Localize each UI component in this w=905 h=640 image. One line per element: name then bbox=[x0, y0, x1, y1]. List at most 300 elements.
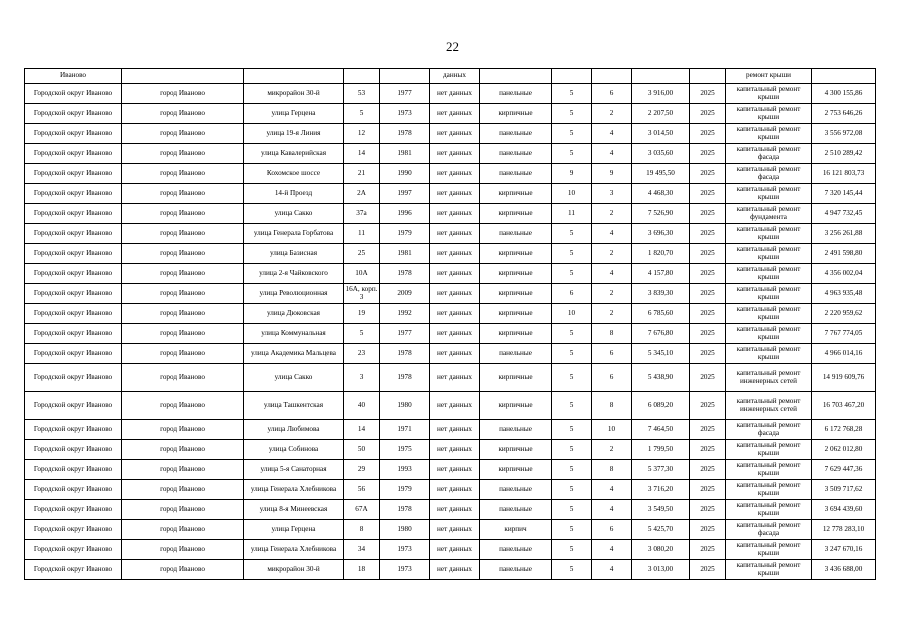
area-cell: 3 716,20 bbox=[632, 480, 690, 500]
entrances-cell: 4 bbox=[592, 540, 632, 560]
settlement-cell: город Иваново bbox=[122, 164, 244, 184]
entrances-cell: 6 bbox=[592, 364, 632, 392]
plan-year-cell: 2025 bbox=[690, 284, 726, 304]
house-number-cell: 25 bbox=[344, 244, 380, 264]
area-cell: 7 676,80 bbox=[632, 324, 690, 344]
wall-material-cell: кирпичные bbox=[480, 440, 552, 460]
table-row bbox=[25, 392, 876, 420]
settlement-cell: город Иваново bbox=[122, 560, 244, 580]
entrances-cell: 2 bbox=[592, 104, 632, 124]
street-cell: улица 2-я Чайковского bbox=[244, 264, 344, 284]
last-repair-year-cell: нет данных bbox=[430, 244, 480, 264]
wall-material-cell: кирпичные bbox=[480, 284, 552, 304]
last-repair-year-cell: нет данных bbox=[430, 420, 480, 440]
house-number-cell: 19 bbox=[344, 304, 380, 324]
municipality-cell: Городской округ Иваново bbox=[25, 324, 122, 344]
house-number-cell bbox=[344, 69, 380, 84]
last-repair-year-cell: нет данных bbox=[430, 164, 480, 184]
cost-cell: 3 247 670,16 bbox=[812, 540, 876, 560]
wall-material-cell: панельные bbox=[480, 144, 552, 164]
wall-material-cell: панельные bbox=[480, 84, 552, 104]
work-type-cell: капитальный ремонт крыши bbox=[726, 104, 812, 124]
street-cell: улица Кавалерийская bbox=[244, 144, 344, 164]
last-repair-year-cell: нет данных bbox=[430, 224, 480, 244]
cost-cell: 4 300 155,86 bbox=[812, 84, 876, 104]
area-cell: 3 013,00 bbox=[632, 560, 690, 580]
cost-cell bbox=[812, 69, 876, 84]
entrances-cell: 4 bbox=[592, 124, 632, 144]
municipality-cell: Городской округ Иваново bbox=[25, 284, 122, 304]
last-repair-year-cell: нет данных bbox=[430, 284, 480, 304]
work-type-cell: капитальный ремонт крыши bbox=[726, 500, 812, 520]
street-cell: улица Генерала Хлебникова bbox=[244, 480, 344, 500]
municipality-cell: Городской округ Иваново bbox=[25, 500, 122, 520]
street-cell: улица 8-я Минеевская bbox=[244, 500, 344, 520]
plan-year-cell: 2025 bbox=[690, 440, 726, 460]
area-cell: 6 089,20 bbox=[632, 392, 690, 420]
table-row bbox=[25, 324, 876, 344]
floors-cell: 5 bbox=[552, 84, 592, 104]
street-cell: улица Революционная bbox=[244, 284, 344, 304]
table-row bbox=[25, 540, 876, 560]
floors-cell: 5 bbox=[552, 520, 592, 540]
cost-cell: 7 629 447,36 bbox=[812, 460, 876, 480]
street-cell bbox=[244, 69, 344, 84]
house-number-cell: 3 bbox=[344, 364, 380, 392]
house-number-cell: 8 bbox=[344, 520, 380, 540]
street-cell: улица Герцена bbox=[244, 104, 344, 124]
floors-cell: 5 bbox=[552, 460, 592, 480]
house-number-cell: 16А, корп. 3 bbox=[344, 284, 380, 304]
wall-material-cell: кирпич bbox=[480, 520, 552, 540]
area-cell: 7 526,90 bbox=[632, 204, 690, 224]
plan-year-cell: 2025 bbox=[690, 480, 726, 500]
entrances-cell: 4 bbox=[592, 144, 632, 164]
wall-material-cell: кирпичные bbox=[480, 324, 552, 344]
build-year-cell: 1993 bbox=[380, 460, 430, 480]
last-repair-year-cell: нет данных bbox=[430, 344, 480, 364]
cost-cell: 3 509 717,62 bbox=[812, 480, 876, 500]
last-repair-year-cell: нет данных bbox=[430, 520, 480, 540]
work-type-cell: капитальный ремонт фасада bbox=[726, 420, 812, 440]
floors-cell: 5 bbox=[552, 124, 592, 144]
table-row bbox=[25, 144, 876, 164]
municipality-cell: Городской округ Иваново bbox=[25, 244, 122, 264]
plan-year-cell bbox=[690, 69, 726, 84]
street-cell: улица Дюковская bbox=[244, 304, 344, 324]
area-cell: 3 014,50 bbox=[632, 124, 690, 144]
entrances-cell: 2 bbox=[592, 204, 632, 224]
floors-cell: 5 bbox=[552, 104, 592, 124]
street-cell: улица Базисная bbox=[244, 244, 344, 264]
area-cell bbox=[632, 69, 690, 84]
street-cell: улица 5-я Санаторная bbox=[244, 460, 344, 480]
area-cell: 2 207,50 bbox=[632, 104, 690, 124]
area-cell: 4 157,80 bbox=[632, 264, 690, 284]
wall-material-cell: кирпичные bbox=[480, 104, 552, 124]
cost-cell: 3 256 261,88 bbox=[812, 224, 876, 244]
street-cell: микрорайон 30-й bbox=[244, 560, 344, 580]
street-cell: микрорайон 30-й bbox=[244, 84, 344, 104]
settlement-cell: город Иваново bbox=[122, 392, 244, 420]
plan-year-cell: 2025 bbox=[690, 364, 726, 392]
settlement-cell: город Иваново bbox=[122, 84, 244, 104]
work-type-cell: капитальный ремонт крыши bbox=[726, 540, 812, 560]
floors-cell: 5 bbox=[552, 480, 592, 500]
settlement-cell: город Иваново bbox=[122, 364, 244, 392]
plan-year-cell: 2025 bbox=[690, 560, 726, 580]
municipality-cell: Городской округ Иваново bbox=[25, 204, 122, 224]
municipality-cell: Городской округ Иваново bbox=[25, 364, 122, 392]
work-type-cell: капитальный ремонт крыши bbox=[726, 304, 812, 324]
street-cell: улица Генерала Хлебникова bbox=[244, 540, 344, 560]
last-repair-year-cell: нет данных bbox=[430, 540, 480, 560]
build-year-cell: 1971 bbox=[380, 420, 430, 440]
last-repair-year-cell: нет данных bbox=[430, 84, 480, 104]
plan-year-cell: 2025 bbox=[690, 324, 726, 344]
build-year-cell: 1973 bbox=[380, 104, 430, 124]
municipality-cell: Городской округ Иваново bbox=[25, 540, 122, 560]
cost-cell: 7 767 774,05 bbox=[812, 324, 876, 344]
work-type-cell: капитальный ремонт крыши bbox=[726, 460, 812, 480]
table-body bbox=[25, 69, 876, 580]
work-type-cell: капитальный ремонт крыши bbox=[726, 344, 812, 364]
settlement-cell: город Иваново bbox=[122, 124, 244, 144]
wall-material-cell bbox=[480, 69, 552, 84]
cost-cell: 4 963 935,48 bbox=[812, 284, 876, 304]
build-year-cell: 1979 bbox=[380, 224, 430, 244]
cost-cell: 14 919 609,76 bbox=[812, 364, 876, 392]
table-row bbox=[25, 304, 876, 324]
plan-year-cell: 2025 bbox=[690, 224, 726, 244]
floors-cell: 5 bbox=[552, 364, 592, 392]
entrances-cell: 2 bbox=[592, 304, 632, 324]
house-number-cell: 5 bbox=[344, 104, 380, 124]
build-year-cell: 1977 bbox=[380, 84, 430, 104]
cost-cell: 2 062 012,80 bbox=[812, 440, 876, 460]
area-cell: 3 916,00 bbox=[632, 84, 690, 104]
plan-year-cell: 2025 bbox=[690, 520, 726, 540]
build-year-cell: 1975 bbox=[380, 440, 430, 460]
build-year-cell: 1997 bbox=[380, 184, 430, 204]
settlement-cell: город Иваново bbox=[122, 480, 244, 500]
build-year-cell: 1978 bbox=[380, 344, 430, 364]
work-type-cell: капитальный ремонт фундамента bbox=[726, 204, 812, 224]
last-repair-year-cell: нет данных bbox=[430, 264, 480, 284]
cost-cell: 4 947 732,45 bbox=[812, 204, 876, 224]
plan-year-cell: 2025 bbox=[690, 184, 726, 204]
last-repair-year-cell: нет данных bbox=[430, 560, 480, 580]
house-number-cell: 5 bbox=[344, 324, 380, 344]
work-type-cell: капитальный ремонт инженерных сетей bbox=[726, 392, 812, 420]
wall-material-cell: панельные bbox=[480, 500, 552, 520]
table-row bbox=[25, 204, 876, 224]
entrances-cell: 6 bbox=[592, 520, 632, 540]
settlement-cell: город Иваново bbox=[122, 284, 244, 304]
house-number-cell: 37а bbox=[344, 204, 380, 224]
cost-cell: 3 436 688,00 bbox=[812, 560, 876, 580]
work-type-cell: капитальный ремонт крыши bbox=[726, 244, 812, 264]
area-cell: 1 799,50 bbox=[632, 440, 690, 460]
plan-year-cell: 2025 bbox=[690, 124, 726, 144]
wall-material-cell: панельные bbox=[480, 480, 552, 500]
last-repair-year-cell: нет данных bbox=[430, 440, 480, 460]
work-type-cell: капитальный ремонт крыши bbox=[726, 84, 812, 104]
build-year-cell: 1980 bbox=[380, 392, 430, 420]
plan-year-cell: 2025 bbox=[690, 104, 726, 124]
house-number-cell: 10А bbox=[344, 264, 380, 284]
last-repair-year-cell: нет данных bbox=[430, 204, 480, 224]
build-year-cell: 1973 bbox=[380, 540, 430, 560]
house-number-cell: 21 bbox=[344, 164, 380, 184]
table-row bbox=[25, 164, 876, 184]
build-year-cell: 1990 bbox=[380, 164, 430, 184]
floors-cell: 6 bbox=[552, 284, 592, 304]
street-cell: 14-й Проезд bbox=[244, 184, 344, 204]
settlement-cell: город Иваново bbox=[122, 540, 244, 560]
table-row bbox=[25, 480, 876, 500]
last-repair-year-cell: нет данных bbox=[430, 364, 480, 392]
last-repair-year-cell: нет данных bbox=[430, 324, 480, 344]
area-cell: 5 425,70 bbox=[632, 520, 690, 540]
last-repair-year-cell: нет данных bbox=[430, 500, 480, 520]
plan-year-cell: 2025 bbox=[690, 392, 726, 420]
build-year-cell: 1978 bbox=[380, 124, 430, 144]
entrances-cell: 4 bbox=[592, 480, 632, 500]
municipality-cell: Городской округ Иваново bbox=[25, 84, 122, 104]
municipality-cell: Городской округ Иваново bbox=[25, 344, 122, 364]
work-type-cell: капитальный ремонт крыши bbox=[726, 440, 812, 460]
municipality-cell: Городской округ Иваново bbox=[25, 440, 122, 460]
floors-cell: 5 bbox=[552, 500, 592, 520]
entrances-cell: 8 bbox=[592, 392, 632, 420]
wall-material-cell: кирпичные bbox=[480, 304, 552, 324]
municipality-cell: Городской округ Иваново bbox=[25, 420, 122, 440]
entrances-cell: 2 bbox=[592, 244, 632, 264]
municipality-cell: Городской округ Иваново bbox=[25, 520, 122, 540]
page-number: 22 bbox=[446, 39, 459, 54]
house-number-cell: 34 bbox=[344, 540, 380, 560]
floors-cell: 5 bbox=[552, 344, 592, 364]
wall-material-cell: панельные bbox=[480, 420, 552, 440]
table-row bbox=[25, 560, 876, 580]
settlement-cell: город Иваново bbox=[122, 500, 244, 520]
wall-material-cell: кирпичные bbox=[480, 184, 552, 204]
work-type-cell: капитальный ремонт крыши bbox=[726, 124, 812, 144]
plan-year-cell: 2025 bbox=[690, 244, 726, 264]
municipality-cell: Городской округ Иваново bbox=[25, 144, 122, 164]
table-row bbox=[25, 184, 876, 204]
floors-cell: 5 bbox=[552, 324, 592, 344]
plan-year-cell: 2025 bbox=[690, 304, 726, 324]
cost-cell: 2 220 959,62 bbox=[812, 304, 876, 324]
settlement-cell: город Иваново bbox=[122, 460, 244, 480]
settlement-cell: город Иваново bbox=[122, 224, 244, 244]
house-number-cell: 40 bbox=[344, 392, 380, 420]
plan-year-cell: 2025 bbox=[690, 84, 726, 104]
work-type-cell: капитальный ремонт крыши bbox=[726, 224, 812, 244]
wall-material-cell: кирпичные bbox=[480, 460, 552, 480]
cost-cell: 3 694 439,60 bbox=[812, 500, 876, 520]
settlement-cell: город Иваново bbox=[122, 264, 244, 284]
area-cell: 3 035,60 bbox=[632, 144, 690, 164]
area-cell: 5 438,90 bbox=[632, 364, 690, 392]
work-type-cell: капитальный ремонт фасада bbox=[726, 144, 812, 164]
plan-year-cell: 2025 bbox=[690, 540, 726, 560]
wall-material-cell: кирпичные bbox=[480, 364, 552, 392]
work-type-cell: капитальный ремонт крыши bbox=[726, 264, 812, 284]
house-number-cell: 23 bbox=[344, 344, 380, 364]
plan-year-cell: 2025 bbox=[690, 164, 726, 184]
street-cell: Кохомское шоссе bbox=[244, 164, 344, 184]
work-type-cell: капитальный ремонт крыши bbox=[726, 560, 812, 580]
street-cell: улица Любимова bbox=[244, 420, 344, 440]
municipality-cell: Городской округ Иваново bbox=[25, 560, 122, 580]
entrances-cell: 4 bbox=[592, 264, 632, 284]
plan-year-cell: 2025 bbox=[690, 264, 726, 284]
entrances-cell: 8 bbox=[592, 324, 632, 344]
floors-cell: 5 bbox=[552, 264, 592, 284]
entrances-cell: 10 bbox=[592, 420, 632, 440]
floors-cell: 5 bbox=[552, 420, 592, 440]
municipality-cell: Городской округ Иваново bbox=[25, 460, 122, 480]
street-cell: улица Сакко bbox=[244, 364, 344, 392]
cost-cell: 3 556 972,08 bbox=[812, 124, 876, 144]
build-year-cell: 1979 bbox=[380, 480, 430, 500]
build-year-cell: 1973 bbox=[380, 560, 430, 580]
entrances-cell: 6 bbox=[592, 84, 632, 104]
cost-cell: 4 966 014,16 bbox=[812, 344, 876, 364]
last-repair-year-cell: нет данных bbox=[430, 184, 480, 204]
plan-year-cell: 2025 bbox=[690, 460, 726, 480]
work-type-cell: капитальный ремонт крыши bbox=[726, 480, 812, 500]
table-row bbox=[25, 440, 876, 460]
entrances-cell: 2 bbox=[592, 284, 632, 304]
house-number-cell: 2А bbox=[344, 184, 380, 204]
last-repair-year-cell: нет данных bbox=[430, 480, 480, 500]
cost-cell: 7 320 145,44 bbox=[812, 184, 876, 204]
house-number-cell: 56 bbox=[344, 480, 380, 500]
entrances-cell: 4 bbox=[592, 500, 632, 520]
street-cell: улица Ташкентская bbox=[244, 392, 344, 420]
floors-cell: 5 bbox=[552, 560, 592, 580]
municipality-cell: Городской округ Иваново bbox=[25, 124, 122, 144]
floors-cell: 10 bbox=[552, 184, 592, 204]
plan-year-cell: 2025 bbox=[690, 144, 726, 164]
settlement-cell: город Иваново bbox=[122, 440, 244, 460]
house-number-cell: 29 bbox=[344, 460, 380, 480]
last-repair-year-cell: нет данных bbox=[430, 460, 480, 480]
build-year-cell: 1978 bbox=[380, 500, 430, 520]
wall-material-cell: панельные bbox=[480, 344, 552, 364]
street-cell: улица Академика Мальцева bbox=[244, 344, 344, 364]
work-type-cell: капитальный ремонт инженерных сетей bbox=[726, 364, 812, 392]
entrances-cell: 4 bbox=[592, 224, 632, 244]
municipality-cell: Иваново bbox=[25, 69, 122, 84]
settlement-cell bbox=[122, 69, 244, 84]
wall-material-cell: панельные bbox=[480, 560, 552, 580]
wall-material-cell: кирпичные bbox=[480, 392, 552, 420]
table-row bbox=[25, 420, 876, 440]
table-row bbox=[25, 244, 876, 264]
settlement-cell: город Иваново bbox=[122, 204, 244, 224]
plan-year-cell: 2025 bbox=[690, 204, 726, 224]
cost-cell: 16 703 467,20 bbox=[812, 392, 876, 420]
table-row bbox=[25, 264, 876, 284]
floors-cell: 11 bbox=[552, 204, 592, 224]
table-row bbox=[25, 104, 876, 124]
last-repair-year-cell: нет данных bbox=[430, 144, 480, 164]
municipality-cell: Городской округ Иваново bbox=[25, 480, 122, 500]
settlement-cell: город Иваново bbox=[122, 144, 244, 164]
table-row bbox=[25, 460, 876, 480]
wall-material-cell: панельные bbox=[480, 540, 552, 560]
area-cell: 6 785,60 bbox=[632, 304, 690, 324]
area-cell: 4 468,30 bbox=[632, 184, 690, 204]
area-cell: 3 549,50 bbox=[632, 500, 690, 520]
street-cell: улица Собинова bbox=[244, 440, 344, 460]
wall-material-cell: панельные bbox=[480, 224, 552, 244]
plan-year-cell: 2025 bbox=[690, 420, 726, 440]
house-number-cell: 50 bbox=[344, 440, 380, 460]
street-cell: улица Генерала Горбатова bbox=[244, 224, 344, 244]
settlement-cell: город Иваново bbox=[122, 344, 244, 364]
work-type-cell: капитальный ремонт фасада bbox=[726, 520, 812, 540]
build-year-cell: 1980 bbox=[380, 520, 430, 540]
floors-cell: 5 bbox=[552, 244, 592, 264]
cost-cell: 12 778 283,10 bbox=[812, 520, 876, 540]
entrances-cell: 4 bbox=[592, 560, 632, 580]
house-number-cell: 14 bbox=[344, 420, 380, 440]
house-number-cell: 18 bbox=[344, 560, 380, 580]
floors-cell bbox=[552, 69, 592, 84]
housing-repair-table bbox=[24, 68, 876, 580]
build-year-cell: 1981 bbox=[380, 144, 430, 164]
street-cell: улица Сакко bbox=[244, 204, 344, 224]
settlement-cell: город Иваново bbox=[122, 304, 244, 324]
table-row bbox=[25, 69, 876, 84]
build-year-cell bbox=[380, 69, 430, 84]
municipality-cell: Городской округ Иваново bbox=[25, 264, 122, 284]
build-year-cell: 1977 bbox=[380, 324, 430, 344]
entrances-cell bbox=[592, 69, 632, 84]
area-cell: 19 495,50 bbox=[632, 164, 690, 184]
build-year-cell: 1981 bbox=[380, 244, 430, 264]
table-row bbox=[25, 224, 876, 244]
table-row bbox=[25, 500, 876, 520]
area-cell: 3 080,20 bbox=[632, 540, 690, 560]
last-repair-year-cell: нет данных bbox=[430, 104, 480, 124]
cost-cell: 2 753 646,26 bbox=[812, 104, 876, 124]
table-row bbox=[25, 364, 876, 392]
cost-cell: 6 172 768,28 bbox=[812, 420, 876, 440]
municipality-cell: Городской округ Иваново bbox=[25, 392, 122, 420]
plan-year-cell: 2025 bbox=[690, 500, 726, 520]
area-cell: 5 377,30 bbox=[632, 460, 690, 480]
last-repair-year-cell: данных bbox=[430, 69, 480, 84]
cost-cell: 4 356 002,04 bbox=[812, 264, 876, 284]
build-year-cell: 1992 bbox=[380, 304, 430, 324]
last-repair-year-cell: нет данных bbox=[430, 392, 480, 420]
area-cell: 3 839,30 bbox=[632, 284, 690, 304]
wall-material-cell: кирпичные bbox=[480, 204, 552, 224]
area-cell: 3 696,30 bbox=[632, 224, 690, 244]
municipality-cell: Городской округ Иваново bbox=[25, 184, 122, 204]
entrances-cell: 2 bbox=[592, 440, 632, 460]
municipality-cell: Городской округ Иваново bbox=[25, 304, 122, 324]
table-row bbox=[25, 344, 876, 364]
house-number-cell: 11 bbox=[344, 224, 380, 244]
